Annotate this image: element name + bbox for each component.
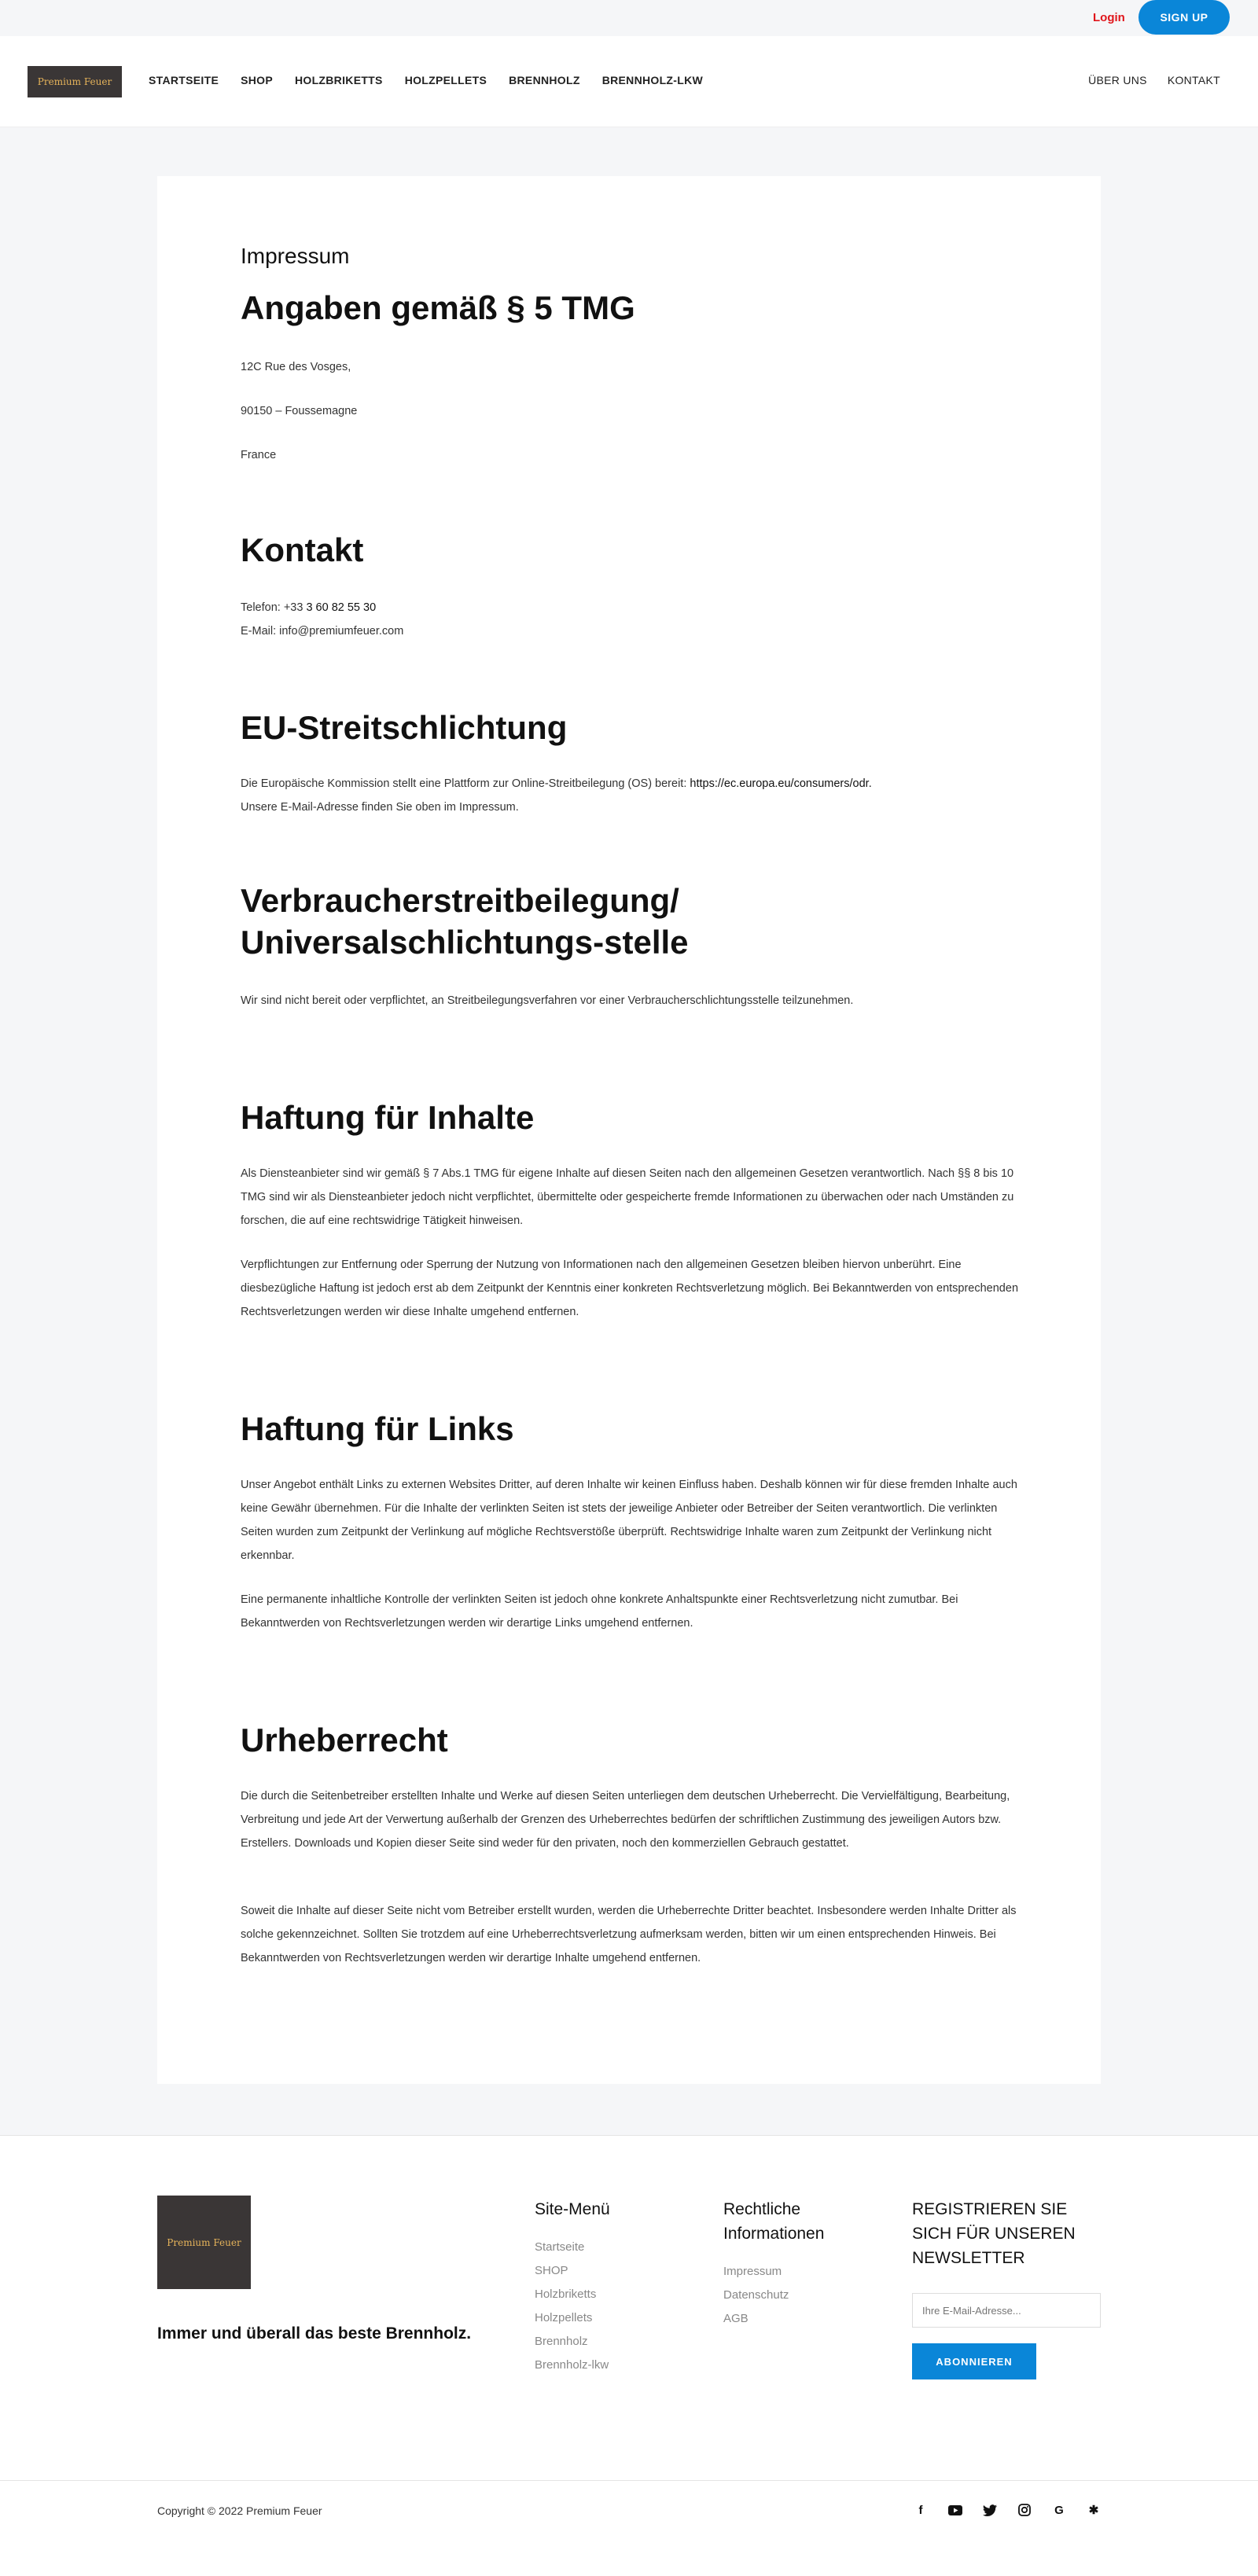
footer-link-holzpellets[interactable]: Holzpellets — [535, 2311, 593, 2324]
footer-link-agb[interactable]: AGB — [723, 2312, 749, 2325]
eu-odr-link[interactable]: https://ec.europa.eu/consumers/odr. — [690, 777, 872, 790]
main-nav — [149, 74, 703, 86]
footer-link-impressum[interactable]: Impressum — [723, 2265, 782, 2278]
heading-angaben: Angaben gemäß § 5 TMG — [241, 289, 635, 326]
site-footer — [0, 2135, 1258, 2481]
nav-item-kontakt[interactable]: KONTAKT — [1167, 74, 1220, 86]
footer-link-brennholz-lkw[interactable]: Brennholz-lkw — [535, 2358, 609, 2372]
telefon-label: Telefon: +33 — [241, 601, 307, 614]
heading-verbraucherstreitbeilegung: Verbraucherstreitbeilegung/ Universalschlichtungs-stelle — [241, 882, 689, 961]
footer-logo-text: Premium Feuer — [167, 2236, 241, 2248]
bottom-bar — [0, 2480, 1258, 2576]
top-bar — [0, 0, 1258, 36]
nav-item-startseite[interactable]: STARTSEITE — [149, 74, 219, 86]
site-logo[interactable] — [28, 66, 122, 97]
newsletter-subscribe-button[interactable]: ABONNIEREN — [912, 2343, 1036, 2379]
login-link[interactable]: Login — [1093, 11, 1125, 24]
social-icons — [912, 2501, 1102, 2519]
address-line-3: France — [241, 449, 277, 461]
footer-link-brennholz[interactable]: Brennholz — [535, 2335, 588, 2348]
youtube-icon[interactable] — [947, 2501, 964, 2519]
nav-item-holzbriketts[interactable]: HOLZBRIKETTS — [294, 74, 383, 86]
heading-eu-streitschlichtung: EU-Streitschlichtung — [241, 709, 568, 746]
copyright-text: Copyright © 2022 Premium Feuer — [157, 2504, 322, 2517]
eu-text-lead: Die Europäische Kommission stellt eine Plattform zur Online-Streitbeilegung (OS) bereit: — [241, 777, 690, 790]
heading-kontakt: Kontakt — [241, 531, 364, 568]
heading-haftung-links: Haftung für Links — [241, 1410, 514, 1447]
footer-site-menu — [535, 2197, 692, 2377]
links-paragraph-2: Eine permanente inhaltliche Kontrolle der verlinkten Seiten ist jedoch ohne konkrete Anhaltspunkte einer Rechtsverletzung nicht zumutbar. Bei Bekanntwerden von Rechtsverletzungen werden wir derartige Links umgehend entfernen. — [241, 1593, 958, 1630]
yelp-icon[interactable]: ✱ — [1088, 2504, 1099, 2517]
telefon-number[interactable]: 3 60 82 55 30 — [306, 601, 377, 614]
urheber-paragraph-2: Soweit die Inhalte auf dieser Seite nicht vom Betreiber erstellt wurden, werden die Urheberrechte Dritter beachtet. Insbesondere werden Inhalte Dritter als solche gekennzeichnet. Sollten Sie trotzdem auf eine Urheberrechtsverletzung aufmerksam werden, bitten wir um einen entsprechenden Hinweis. Bei Bekanntwerden von Rechtsverletzungen werden wir derartige Inhalte umgehend entfernen. — [241, 1905, 1017, 1964]
footer-tagline: Immer und überall das beste Brennholz. — [157, 2324, 472, 2343]
footer-legal-title: Rechtliche Informationen — [723, 2200, 825, 2243]
address-line-1: 12C Rue des Vosges, — [241, 361, 351, 373]
footer-site-menu-title: Site-Menü — [535, 2200, 610, 2218]
eu-text-2: Unsere E-Mail-Adresse finden Sie oben im Impressum. — [241, 801, 519, 814]
inhalte-paragraph-2: Verpflichtungen zur Entfernung oder Sperrung der Nutzung von Informationen nach den allgemeinen Gesetzen bleiben hiervon unberührt. Eine diesbezügliche Haftung ist jedoch erst ab dem Zeitpunkt der Kenntnis einer konkreten Rechtsverletzung möglich. Bei Bekanntwerden von entsprechenden Rechtsverletzungen werden wir diese Inhalte umgehend entfernen. — [241, 1259, 1019, 1318]
newsletter-email-input[interactable] — [912, 2293, 1101, 2328]
heading-urheberrecht: Urheberrecht — [241, 1722, 448, 1758]
footer-logo[interactable] — [157, 2196, 251, 2289]
verbraucher-text: Wir sind nicht bereit oder verpflichtet, an Streitbeilegungsverfahren vor einer Verbraucherschlichtungsstelle teilzunehmen. — [241, 994, 854, 1007]
content-card — [157, 176, 1101, 2084]
nav-item-holzpellets[interactable]: HOLZPELLETS — [404, 74, 487, 86]
instagram-icon[interactable] — [1016, 2501, 1033, 2519]
google-icon[interactable]: G — [1054, 2503, 1064, 2517]
inhalte-paragraph-1: Als Diensteanbieter sind wir gemäß § 7 Abs.1 TMG für eigene Inhalte auf diesen Seiten nach den allgemeinen Gesetzen verantwortlich. Nach §§ 8 bis 10 TMG sind wir als Diensteanbieter jedoch nicht verpflichtet, übermittelte oder gespeicherte fremde Informationen zu überwachen oder nach Umständen zu forschen, die auf eine rechtswidrige Tätigkeit hinweisen. — [241, 1167, 1014, 1227]
logo-text: Premium Feuer — [37, 76, 112, 87]
email-line: E-Mail: info@premiumfeuer.com — [241, 625, 404, 638]
eu-text — [241, 772, 1019, 796]
urheber-paragraph-1: Die durch die Seitenbetreiber erstellten Inhalte und Werke auf diesen Seiten unterliegen dem deutschen Urheberrecht. Die Vervielfältigung, Bearbeitung, Verbreitung und jede Art der Verwertung außerhalb der Grenzen des Urheberrechtes bedürfen der schriftlichen Zustimmung des jeweiligen Autors bzw. Erstellers. Downloads und Kopien dieser Seite sind weder für den privaten, noch den kommerziellen Gebrauch gestattet. — [241, 1790, 1010, 1850]
footer-link-startseite[interactable]: Startseite — [535, 2240, 585, 2254]
secondary-nav — [1088, 74, 1220, 86]
footer-newsletter — [912, 2197, 1101, 2270]
page-kicker: Impressum — [241, 244, 350, 268]
newsletter-title: REGISTRIEREN SIE SICH FÜR UNSEREN NEWSLETTER — [912, 2200, 1076, 2267]
signup-button[interactable]: SIGN UP — [1138, 0, 1230, 35]
footer-legal — [723, 2197, 881, 2331]
site-header — [0, 36, 1258, 127]
footer-link-holzbriketts[interactable]: Holzbriketts — [535, 2288, 597, 2301]
twitter-icon[interactable] — [981, 2501, 999, 2519]
footer-link-datenschutz[interactable]: Datenschutz — [723, 2288, 789, 2302]
links-paragraph-1: Unser Angebot enthält Links zu externen Websites Dritter, auf deren Inhalte wir keinen Einfluss haben. Deshalb können wir für diese fremden Inhalte auch keine Gewähr übernehmen. Für die Inhalte der verlinkten Seiten ist stets der jeweilige Anbieter oder Betreiber der Seiten verantwortlich. Die verlinkten Seiten wurden zum Zeitpunkt der Verlinkung auf mögliche Rechtsverstöße überprüft. Rechtswidrige Inhalte waren zum Zeitpunkt der Verlinkung nicht erkennbar. — [241, 1479, 1017, 1562]
telefon-line — [241, 596, 1019, 619]
nav-item-brennholz[interactable]: BRENNHOLZ — [509, 74, 580, 86]
nav-item-ueber-uns[interactable]: ÜBER UNS — [1088, 74, 1147, 86]
facebook-icon[interactable]: f — [918, 2503, 923, 2517]
footer-link-shop[interactable]: SHOP — [535, 2264, 568, 2277]
nav-item-shop[interactable]: SHOP — [241, 74, 273, 86]
heading-haftung-inhalte: Haftung für Inhalte — [241, 1099, 535, 1136]
impressum-kicker — [241, 244, 1019, 269]
address-line-2: 90150 – Foussemagne — [241, 405, 358, 417]
nav-item-brennholz-lkw[interactable]: BRENNHOLZ-LKW — [601, 74, 704, 86]
